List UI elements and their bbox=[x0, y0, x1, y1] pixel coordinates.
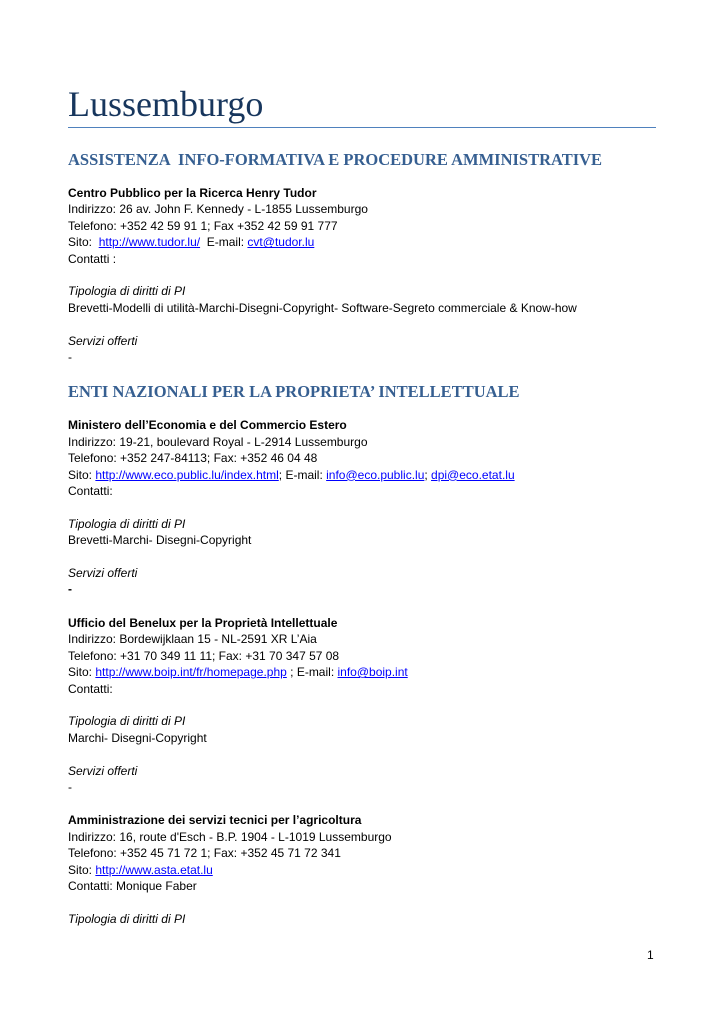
entry-phone: Telefono: +352 45 71 72 1; Fax: +352 45 71 72 341 bbox=[68, 846, 341, 861]
email-link[interactable]: info@boip.int bbox=[337, 665, 408, 680]
document-body bbox=[68, 150, 658, 944]
spacer bbox=[68, 746, 658, 762]
services-value: - bbox=[68, 779, 72, 794]
entry-address: Indirizzo: Bordewijklaan 15 - NL-2591 XR L’Aia bbox=[68, 632, 317, 647]
services-label: Servizi offerti bbox=[68, 333, 138, 348]
email-label: E-mail: bbox=[200, 235, 248, 250]
entry-name: Ufficio del Benelux per la Proprietà Intellettuale bbox=[68, 615, 338, 630]
services-label: Servizi offerti bbox=[68, 763, 138, 778]
email-separator: ; bbox=[424, 467, 432, 482]
section-heading: ENTI NAZIONALI PER LA PROPRIETA’ INTELLETTUALE bbox=[68, 382, 520, 402]
spacer bbox=[68, 499, 658, 515]
ip-types-label: Tipologia di diritti di PI bbox=[68, 911, 186, 926]
site-link[interactable]: http://www.eco.public.lu/index.html bbox=[95, 467, 279, 482]
entry-contact-links bbox=[68, 234, 658, 250]
entry-tudor bbox=[68, 185, 658, 365]
site-link[interactable]: http://www.boip.int/fr/homepage.php bbox=[95, 665, 287, 680]
email-label: ; E-mail: bbox=[278, 467, 327, 482]
entry-contacts: Contatti: bbox=[68, 484, 113, 499]
entry-name: Centro Pubblico per la Ricerca Henry Tudor bbox=[68, 186, 317, 200]
spacer bbox=[68, 549, 658, 565]
ip-types-value: Marchi- Disegni-Copyright bbox=[68, 730, 207, 745]
ip-types-value: Brevetti-Marchi- Disegni-Copyright bbox=[68, 533, 252, 548]
ip-types-value: Brevetti-Modelli di utilità-Marchi-Disegni-Copyright- Software-Segreto commerciale & Know-how bbox=[68, 300, 577, 315]
entry-contact-links bbox=[68, 664, 658, 680]
entry-phone: Telefono: +352 42 59 91 1; Fax +352 42 59 91 777 bbox=[68, 218, 338, 233]
title-divider bbox=[68, 127, 656, 128]
entry-address: Indirizzo: 19-21, boulevard Royal - L-2914 Lussemburgo bbox=[68, 434, 368, 449]
entry-asta bbox=[68, 812, 658, 927]
email-link-secondary[interactable]: dpi@eco.etat.lu bbox=[431, 467, 515, 482]
entry-contacts: Contatti: Monique Faber bbox=[68, 878, 197, 893]
section-heading: ASSISTENZA INFO-FORMATIVA E PROCEDURE AMMINISTRATIVE bbox=[68, 150, 603, 169]
site-label: Sito: bbox=[68, 235, 99, 250]
entry-boip bbox=[68, 615, 658, 795]
entry-contacts: Contatti: bbox=[68, 681, 113, 696]
entry-contacts: Contatti : bbox=[68, 251, 117, 266]
services-value: - bbox=[68, 350, 72, 365]
page-number: 1 bbox=[647, 948, 654, 962]
site-link[interactable]: http://www.asta.etat.lu bbox=[95, 862, 213, 877]
entry-name: Ministero dell’Economia e del Commercio Estero bbox=[68, 418, 347, 433]
ip-types-label: Tipologia di diritti di PI bbox=[68, 516, 186, 531]
entry-phone: Telefono: +352 247-84113; Fax: +352 46 04 48 bbox=[68, 451, 318, 466]
page-title: Lussemburgo bbox=[68, 84, 264, 124]
services-value: - bbox=[68, 582, 72, 597]
entry-contact-links bbox=[68, 862, 658, 878]
entry-address: Indirizzo: 26 av. John F. Kennedy - L-1855 Lussemburgo bbox=[68, 202, 368, 217]
email-link[interactable]: cvt@tudor.lu bbox=[247, 235, 315, 250]
services-label: Servizi offerti bbox=[68, 566, 138, 581]
email-label: ; E-mail: bbox=[286, 665, 338, 680]
entry-contact-links bbox=[68, 467, 658, 483]
section-enti-nazionali bbox=[68, 382, 658, 927]
entry-address: Indirizzo: 16, route d'Esch - B.P. 1904 - L-1019 Lussemburgo bbox=[68, 829, 392, 844]
entry-name: Amministrazione dei servizi tecnici per l’agricoltura bbox=[68, 813, 362, 828]
site-link[interactable]: http://www.tudor.lu/ bbox=[98, 235, 201, 250]
ip-types-label: Tipologia di diritti di PI bbox=[68, 714, 186, 729]
ip-types-label: Tipologia di diritti di PI bbox=[68, 284, 186, 299]
spacer bbox=[68, 267, 658, 283]
spacer bbox=[68, 697, 658, 713]
site-label: Sito: bbox=[68, 467, 96, 482]
spacer bbox=[68, 316, 658, 332]
entry-ministero bbox=[68, 417, 658, 597]
section-assistenza bbox=[68, 150, 658, 365]
site-label: Sito: bbox=[68, 862, 96, 877]
email-link[interactable]: info@eco.public.lu bbox=[326, 467, 425, 482]
spacer bbox=[68, 894, 658, 910]
entry-phone: Telefono: +31 70 349 11 11; Fax: +31 70 347 57 08 bbox=[68, 648, 340, 663]
site-label: Sito: bbox=[68, 665, 96, 680]
